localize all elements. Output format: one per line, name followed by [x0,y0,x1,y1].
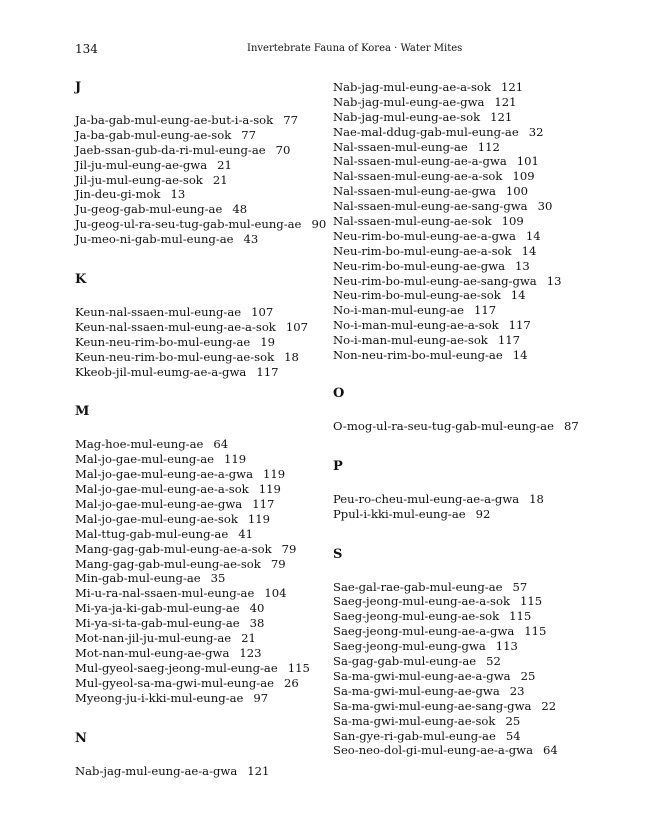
index-entry [333,333,593,348]
index-entry [333,669,593,684]
section-letter-heading: N [75,730,87,746]
index-term: Neu-rim-bo-mul-eung-ae-sok [333,288,501,303]
index-page-number: 64 [543,743,558,758]
index-entry [333,729,593,744]
index-term: Mal-jo-gae-mul-eung-ae-sok [75,511,238,526]
index-term: Ju-meo-ni-gab-mul-eung-ae [75,232,234,247]
index-section [333,547,593,759]
index-term: Mal-jo-gae-mul-eung-ae-gwa [75,497,243,512]
index-page-number: 107 [285,319,308,334]
index-entry [75,616,335,631]
index-entry [75,497,335,512]
index-entry [333,609,593,624]
index-page-number: 25 [520,668,536,683]
index-page-number: 115 [524,624,547,639]
index-section [75,272,335,379]
index-page-number: 23 [509,683,525,698]
index-term: Jaeb-ssan-gub-da-ri-mul-eung-ae [75,142,266,157]
index-page-number: 90 [311,217,327,232]
index-entry [75,365,335,380]
index-entry [75,305,335,320]
index-page-number: 121 [247,763,270,778]
index-term: Ppul-i-kki-mul-eung-ae [333,506,466,521]
section-letter-heading: O [333,385,345,401]
index-page-number: 57 [512,579,528,594]
index-entry [333,492,593,507]
section-letter-heading: P [333,458,343,474]
index-term: Mul-gyeol-sa-ma-gwi-mul-eung-ae [75,675,274,690]
index-entry [333,303,593,318]
index-term: Mi-ya-ja-ki-gab-mul-eung-ae [75,601,240,616]
index-entry [333,624,593,639]
index-term: No-i-man-mul-eung-ae [333,303,464,318]
index-column-right [333,80,593,758]
index-page-number: 14 [525,228,541,243]
index-page-number: 64 [213,437,229,452]
index-term: Nab-jag-mul-eung-ae-a-gwa [75,763,238,778]
index-entry [333,348,593,363]
index-term: Nal-ssaen-mul-eung-ae-sok [333,214,492,229]
index-entry [75,128,335,143]
index-term: Mal-jo-gae-mul-eung-ae-a-gwa [75,467,254,482]
index-page-number: 70 [275,142,291,157]
index-section [75,731,335,779]
index-term: Jil-ju-mul-eung-ae-sok [75,172,203,187]
index-term: Neu-rim-bo-mul-eung-ae-sang-gwa [333,273,537,288]
index-entry [333,714,593,729]
section-letter-heading: J [75,80,82,95]
index-term: Ja-ba-gab-mul-eung-ae-but-i-a-sok [75,113,274,127]
index-entry [333,244,593,259]
index-entry [75,586,335,601]
index-page-number: 41 [238,526,253,541]
section-letter-heading: M [75,404,90,420]
index-term: Sae-gal-rae-gab-mul-eung-ae [333,579,503,594]
index-page-number: 117 [497,333,520,348]
index-page-number: 13 [515,258,530,273]
index-page-number: 26 [283,675,299,690]
index-term: Neu-rim-bo-mul-eung-ae-a-sok [333,243,512,258]
index-entry [333,110,593,125]
index-term: Mal-ttug-gab-mul-eung-ae [75,526,229,541]
index-entry [333,140,593,155]
index-entry [75,217,335,232]
index-term: Keun-neu-rim-bo-mul-eung-ae-sok [75,349,275,364]
index-term: Ja-ba-gab-mul-eung-ae-sok [75,127,232,142]
index-page-number: 18 [529,491,544,506]
index-term: Keun-nal-ssaen-mul-eung-ae [75,305,242,320]
index-entry [333,594,593,609]
index-term: Nab-jag-mul-eung-ae-sok [333,109,481,124]
index-term: Nal-ssaen-mul-eung-ae-sang-gwa [333,199,528,214]
index-section [75,404,335,705]
index-term: Saeg-jeong-mul-eung-gwa [333,639,486,654]
index-entry [333,259,593,274]
index-entry [333,125,593,140]
index-page-number: 107 [251,305,274,320]
index-page-number: 79 [270,556,286,571]
index-entry [75,527,335,542]
index-entry [333,184,593,199]
index-entry [333,654,593,669]
index-term: Myeong-ju-i-kki-mul-eung-ae [75,690,244,705]
index-page-number: 30 [537,199,553,214]
index-entry [333,229,593,244]
index-term: Saeg-jeong-mul-eung-ae-a-gwa [333,624,515,639]
index-entry [333,274,593,289]
index-page-number: 21 [212,172,228,187]
index-section [333,459,593,522]
index-entry [75,335,335,350]
index-page-number: 97 [253,690,269,705]
index-entry-list [75,305,335,379]
index-term: Mot-nan-jil-ju-mul-eung-ae [75,631,232,646]
index-term: No-i-man-mul-eung-ae-sok [333,333,488,348]
index-term: Neu-rim-bo-mul-eung-ae-a-gwa [333,228,516,243]
index-term: Neu-rim-bo-mul-eung-ae-gwa [333,258,506,273]
index-term: San-gye-ri-gab-mul-eung-ae [333,728,496,743]
index-entry [75,350,335,365]
index-page-number: 14 [521,243,537,258]
index-entry [75,661,335,676]
index-page-number: 40 [249,601,265,616]
index-entry [75,571,335,586]
page-number: 134 [75,42,98,56]
index-entry-list [333,580,593,759]
index-page-number: 21 [241,631,256,646]
index-term: O-mog-ul-ra-seu-tug-gab-mul-eung-ae [333,418,554,433]
index-section [333,386,593,434]
index-page-number: 121 [494,94,517,109]
index-page-number: 117 [256,364,279,379]
index-term: Non-neu-rim-bo-mul-eung-ae [333,348,503,363]
index-page-number: 22 [541,698,557,713]
index-page-number: 38 [249,616,265,631]
index-entry [333,743,593,758]
index-entry [75,437,335,452]
index-entry [75,187,335,202]
index-page-number: 119 [258,482,281,497]
index-entry [333,639,593,654]
index-term: Mang-gag-gab-mul-eung-ae-a-sok [75,541,272,556]
index-term: Kkeob-jil-mul-eumg-ae-a-gwa [75,364,247,379]
index-entry-list [75,764,335,779]
index-page-number: 109 [512,169,535,184]
index-entry [75,601,335,616]
index-entry [333,80,593,95]
index-entry [333,699,593,714]
index-term: Mi-ya-si-ta-gab-mul-eung-ae [75,616,240,631]
index-page-number: 77 [241,127,257,142]
index-page-number: 77 [283,113,298,127]
index-page-number: 35 [210,571,226,586]
index-entry [75,676,335,691]
index-entry [75,542,335,557]
index-section [75,80,335,247]
index-term: Nal-ssaen-mul-eung-ae-a-gwa [333,154,507,169]
index-entry [75,452,335,467]
index-term: Nae-mal-ddug-gab-mul-eung-ae [333,124,519,139]
index-term: Mal-jo-gae-mul-eung-ae [75,452,215,467]
index-term: Jin-deu-gi-mok [75,187,161,202]
index-entry [75,320,335,335]
index-entry [75,512,335,527]
index-page-number: 112 [477,139,500,154]
index-entry [75,113,335,128]
index-entry [75,557,335,572]
index-term: Sa-gag-gab-mul-eung-ae [333,654,477,669]
index-term: Mot-nan-mul-eung-ae-gwa [75,645,230,660]
index-entry-list [333,80,593,363]
index-page-number: 123 [239,645,262,660]
index-entry [75,202,335,217]
index-page-number: 121 [490,109,513,124]
index-entry [75,482,335,497]
index-term: Jil-ju-mul-eung-ae-gwa [75,157,208,172]
index-term: Ju-geog-ul-ra-seu-tug-gab-mul-eung-ae [75,217,302,232]
index-term: Nal-ssaen-mul-eung-ae-gwa [333,184,496,199]
index-page-number: 115 [520,594,543,609]
index-page-number: 117 [473,303,497,318]
index-entry [75,173,335,188]
index-entry [75,232,335,247]
index-entry [333,169,593,184]
index-entry [75,764,335,779]
index-term: Peu-ro-cheu-mul-eung-ae-a-gwa [333,491,520,506]
index-term: Mul-gyeol-saeg-jeong-mul-eung-ae [75,660,278,675]
index-page-number: 48 [232,202,248,217]
index-entry [333,95,593,110]
index-term: Saeg-jeong-mul-eung-ae-a-sok [333,594,510,609]
index-page-number: 92 [475,506,491,521]
index-term: Mang-gag-gab-mul-eung-ae-sok [75,556,261,571]
index-entry-list [333,419,593,434]
index-entry [333,318,593,333]
index-term: Sa-ma-gwi-mul-eung-ae-sang-gwa [333,698,532,713]
index-entry [333,419,593,434]
index-page-number: 14 [512,348,528,363]
index-entry [333,507,593,522]
index-term: No-i-man-mul-eung-ae-a-sok [333,318,499,333]
index-entry [75,467,335,482]
index-term: Min-gab-mul-eung-ae [75,571,201,586]
index-page-number: 100 [505,184,529,199]
index-page-number: 101 [516,154,539,169]
index-term: Keun-nal-ssaen-mul-eung-ae-a-sok [75,319,276,334]
index-page-number: 54 [505,728,521,743]
index-term: Mag-hoe-mul-eung-ae [75,437,204,452]
index-page-number: 79 [281,541,297,556]
index-page-number: 32 [528,124,544,139]
index-page-number: 18 [284,349,299,364]
index-entry [75,158,335,173]
index-page-number: 115 [509,609,532,624]
index-page-number: 119 [224,452,247,467]
index-page-number: 113 [495,639,518,654]
index-term: Keun-neu-rim-bo-mul-eung-ae [75,334,251,349]
index-entry [333,199,593,214]
index-page-number: 121 [500,80,524,94]
index-page-number: 43 [243,232,259,247]
index-page-number: 117 [252,497,275,512]
index-entry [75,646,335,661]
index-entry [333,288,593,303]
index-page-number: 119 [263,467,286,482]
index-entry [75,143,335,158]
index-term: Saeg-jeong-mul-eung-ae-sok [333,609,500,624]
index-entry-list [75,437,335,705]
running-title: Invertebrate Fauna of Korea · Water Mites [247,43,463,54]
index-term: Sa-ma-gwi-mul-eung-ae-a-gwa [333,668,511,683]
index-page-number: 109 [501,214,524,229]
index-page-number: 119 [247,511,271,526]
index-page-number: 13 [546,273,562,288]
section-letter-heading: K [75,272,87,288]
index-page-number: 25 [505,713,521,728]
index-term: Mi-u-ra-nal-ssaen-mul-eung-ae [75,586,255,601]
index-entry-list [75,113,335,247]
index-column-left [75,80,335,778]
index-term: Sa-ma-gwi-mul-eung-ae-sok [333,713,496,728]
index-entry [75,631,335,646]
index-entry-list [333,492,593,522]
index-term: Ju-geog-gab-mul-eung-ae [75,202,223,217]
index-term: Mal-jo-gae-mul-eung-ae-a-sok [75,482,249,497]
index-page-number: 87 [563,418,579,433]
index-entry [333,580,593,595]
index-page-number: 117 [508,318,531,333]
index-term: Sa-ma-gwi-mul-eung-ae-gwa [333,683,500,698]
index-page-number: 13 [170,187,186,202]
index-section [333,80,593,363]
index-page-number: 14 [510,288,526,303]
index-term: Seo-neo-dol-gi-mul-eung-ae-a-gwa [333,743,533,758]
index-entry [333,214,593,229]
section-letter-heading: S [333,546,343,562]
index-term: Nab-jag-mul-eung-ae-gwa [333,94,485,109]
index-entry [75,691,335,706]
page-header [75,42,580,58]
index-term: Nab-jag-mul-eung-ae-a-sok [333,80,491,94]
index-entry [333,684,593,699]
index-page-number: 19 [260,334,276,349]
index-term: Nal-ssaen-mul-eung-ae-a-sok [333,169,503,184]
index-entry [333,154,593,169]
index-page-number: 21 [217,157,232,172]
index-page-number: 104 [264,586,287,601]
index-page-number: 115 [287,660,310,675]
index-term: Nal-ssaen-mul-eung-ae [333,139,468,154]
index-page-number: 52 [486,654,501,669]
